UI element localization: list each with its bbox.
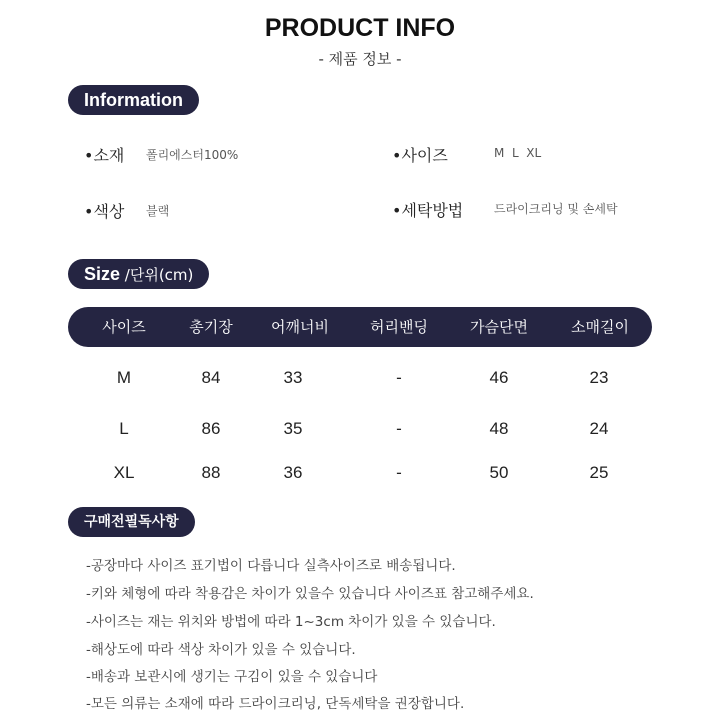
size-options-value: M L XL <box>494 146 542 160</box>
table-cell: 50 <box>489 463 509 482</box>
notice-item: -사이즈는 재는 위치와 방법에 따라 1~3cm 차이가 있을 수 있습니다. <box>86 614 496 630</box>
size-unit: /단위(cm) <box>120 266 194 284</box>
size-heading <box>68 259 209 289</box>
color-value: 블랙 <box>146 204 170 218</box>
wash-value: 드라이크리닝 및 손세탁 <box>494 202 618 216</box>
table-cell: - <box>396 368 402 387</box>
column-header-total-length: 총기장 <box>189 318 233 336</box>
page-subtitle: - 제품 정보 - <box>318 50 402 68</box>
wash-label: •세탁방법 <box>392 201 464 220</box>
table-cell: 25 <box>589 463 609 482</box>
material-value: 폴리에스터100% <box>146 148 239 162</box>
material-label: •소재 <box>84 146 125 165</box>
column-header-sleeve: 소매길이 <box>571 318 629 336</box>
table-cell: - <box>396 419 402 438</box>
notice-item: -해상도에 따라 색상 차이가 있을 수 있습니다. <box>86 642 356 658</box>
table-cell: 35 <box>283 419 303 438</box>
notice-item: -배송과 보관시에 생기는 구김이 있을 수 있습니다 <box>86 669 378 685</box>
table-cell: 48 <box>489 419 509 438</box>
page-title: PRODUCT INFO <box>264 14 456 42</box>
table-cell: XL <box>113 463 135 482</box>
table-cell: 46 <box>489 368 509 387</box>
column-header-chest: 가슴단면 <box>470 318 528 336</box>
information-heading: Information <box>68 85 199 115</box>
notice-item: -모든 의류는 소재에 따라 드라이크리닝, 단독세탁을 권장합니다. <box>86 696 465 712</box>
column-header-size: 사이즈 <box>102 318 146 336</box>
table-cell: 86 <box>201 419 221 438</box>
size-options-label: •사이즈 <box>392 146 448 165</box>
size-heading-label: Size <box>84 264 121 284</box>
table-cell: 23 <box>589 368 609 387</box>
notice-heading: 구매전필독사항 <box>68 507 195 537</box>
notice-item: -키와 체형에 따라 착용감은 차이가 있을수 있습니다 사이즈표 참고해주세요. <box>86 586 534 602</box>
size-table-header <box>68 307 652 347</box>
column-header-shoulder: 어깨너비 <box>271 318 329 336</box>
table-cell: - <box>396 463 402 482</box>
color-label: •색상 <box>84 202 125 221</box>
table-cell: 36 <box>283 463 303 482</box>
notice-item: -공장마다 사이즈 표기법이 다릅니다 실측사이즈로 배송됩니다. <box>86 558 456 574</box>
table-cell: 33 <box>283 368 303 387</box>
column-header-waist: 허리밴딩 <box>370 318 428 336</box>
table-cell: 88 <box>201 463 221 482</box>
table-cell: M <box>116 368 132 387</box>
table-cell: 84 <box>201 368 221 387</box>
table-cell: L <box>119 419 129 438</box>
table-cell: 24 <box>589 419 609 438</box>
